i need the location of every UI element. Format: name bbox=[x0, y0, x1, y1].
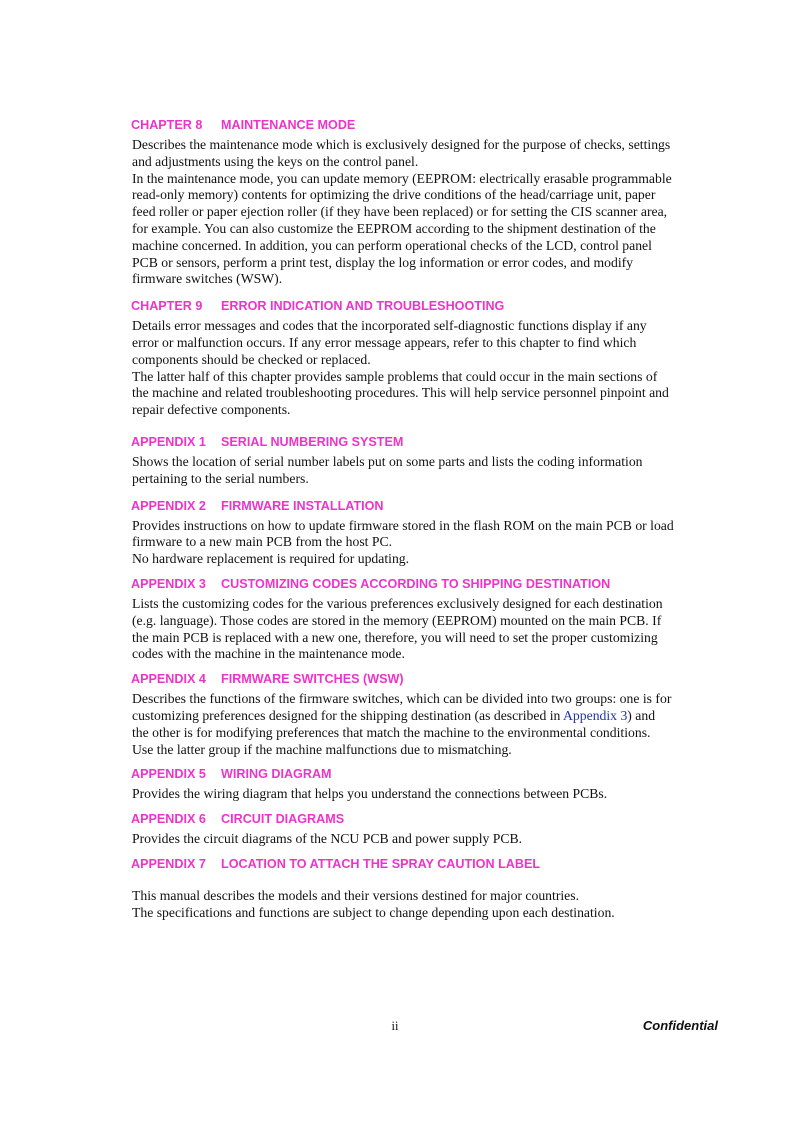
link-line-suffix: ) and bbox=[627, 707, 656, 723]
body-line: the main PCB is replaced with a new one, therefore, you will need to set the proper customizing bbox=[132, 629, 658, 645]
body-line: (e.g. language). Those codes are stored in the memory (EEPROM) mounted on the main PCB. If bbox=[132, 612, 662, 628]
section-appendix-4 bbox=[132, 671, 722, 758]
section-title: ERROR INDICATION AND TROUBLESHOOTING bbox=[221, 299, 505, 314]
body-line: Describes the functions of the firmware switches, which can be divided into two groups: one is for bbox=[132, 691, 672, 707]
section-number: APPENDIX 2 bbox=[131, 498, 206, 513]
section-body bbox=[132, 786, 722, 803]
closing-note bbox=[132, 888, 722, 922]
body-line: error or malfunction occurs. If any error message appears, refer to this chapter to find which bbox=[132, 334, 637, 350]
body-line: and adjustments using the keys on the control panel. bbox=[132, 153, 419, 169]
section-body bbox=[132, 831, 722, 848]
body-line: for example. You can also customize the EEPROM according to the shipment destination of the bbox=[132, 220, 656, 236]
section-title: MAINTENANCE MODE bbox=[221, 118, 356, 132]
section-heading bbox=[131, 117, 722, 133]
section-title: WIRING DIAGRAM bbox=[221, 767, 332, 782]
section-title: CUSTOMIZING CODES ACCORDING TO SHIPPING DESTINATION bbox=[221, 576, 611, 591]
section-number: APPENDIX 6 bbox=[131, 812, 206, 827]
body-line: The latter half of this chapter provides sample problems that could occur in the main sections of bbox=[132, 368, 658, 384]
section-number: CHAPTER 9 bbox=[131, 299, 203, 314]
section-appendix-5 bbox=[132, 766, 722, 803]
section-heading bbox=[131, 811, 722, 827]
section-number: CHAPTER 8 bbox=[131, 118, 203, 132]
section-heading bbox=[131, 298, 722, 314]
section-chapter-9 bbox=[132, 298, 722, 419]
body-line: In the maintenance mode, you can update memory (EEPROM: electrically erasable programmable bbox=[132, 170, 672, 186]
section-appendix-2 bbox=[132, 498, 722, 568]
section-number: APPENDIX 3 bbox=[131, 576, 206, 591]
body-line-with-link bbox=[132, 708, 722, 725]
section-heading bbox=[131, 498, 722, 514]
closing-line: The specifications and functions are subject to change depending upon each destination. bbox=[132, 904, 615, 920]
closing-line: This manual describes the models and their versions destined for major countries. bbox=[132, 887, 580, 903]
section-number: APPENDIX 5 bbox=[131, 767, 206, 782]
section-title: CIRCUIT DIAGRAMS bbox=[221, 812, 345, 827]
body-line: Describes the maintenance mode which is exclusively designed for the purpose of checks, settings bbox=[132, 137, 671, 152]
body-line: the other is for modifying preferences that match the machine to the environmental conditions. bbox=[132, 724, 651, 740]
section-heading bbox=[131, 671, 722, 687]
section-number: APPENDIX 4 bbox=[131, 672, 206, 687]
content-area bbox=[132, 117, 722, 922]
section-title: FIRMWARE SWITCHES (WSW) bbox=[221, 672, 404, 687]
body-line: the machine and related troubleshooting procedures. This will help service personnel pinpoint and bbox=[132, 385, 669, 401]
body-line: pertaining to the serial numbers. bbox=[132, 470, 309, 486]
body-line: components should be checked or replaced. bbox=[132, 351, 371, 367]
body-line: No hardware replacement is required for updating. bbox=[132, 551, 410, 567]
body-line: PCB or sensors, perform a print test, display the log information or error codes, and modify bbox=[132, 254, 634, 270]
section-body bbox=[132, 318, 722, 419]
body-line: Provides the circuit diagrams of the NCU PCB and power supply PCB. bbox=[132, 831, 523, 847]
section-body bbox=[132, 518, 722, 568]
section-body bbox=[132, 691, 722, 758]
section-body bbox=[132, 454, 722, 488]
section-title: FIRMWARE INSTALLATION bbox=[221, 498, 384, 513]
body-line: codes with the machine in the maintenance mode. bbox=[132, 646, 405, 662]
body-line: read-only memory) contents for optimizing the drive conditions of the head/carriage unit, paper bbox=[132, 187, 656, 203]
body-line: Details error messages and codes that the incorporated self-diagnostic functions display if any bbox=[132, 318, 647, 334]
section-heading bbox=[131, 576, 722, 592]
section-chapter-8 bbox=[132, 117, 722, 288]
body-line: firmware switches (WSW). bbox=[132, 271, 283, 287]
body-line: firmware to a new main PCB from the host PC. bbox=[132, 534, 393, 550]
confidential-label: Confidential bbox=[642, 1018, 718, 1033]
body-line: feed roller or paper ejection roller (if they have been replaced) or for setting the CIS scanner area, bbox=[132, 204, 668, 220]
body-line: machine concerned. In addition, you can perform operational checks of the LCD, control panel bbox=[132, 237, 652, 253]
appendix-3-link[interactable]: Appendix 3 bbox=[563, 707, 628, 723]
body-line: Use the latter group if the machine malfunctions due to mismatching. bbox=[132, 741, 512, 757]
section-appendix-7 bbox=[132, 856, 722, 872]
section-body bbox=[132, 137, 722, 288]
link-line-prefix: customizing preferences designed for the shipping destination (as described in bbox=[132, 707, 564, 723]
body-line: Shows the location of serial number labels put on some parts and lists the coding information bbox=[132, 453, 643, 469]
section-heading bbox=[131, 856, 722, 872]
page-number: ii bbox=[391, 1019, 399, 1033]
section-body bbox=[132, 596, 722, 663]
body-line: Provides instructions on how to update firmware stored in the flash ROM on the main PCB or load bbox=[132, 517, 674, 533]
section-number: APPENDIX 7 bbox=[131, 856, 206, 871]
body-line: Lists the customizing codes for the various preferences exclusively designed for each destination bbox=[132, 595, 663, 611]
section-appendix-3 bbox=[132, 576, 722, 663]
section-heading bbox=[131, 766, 722, 782]
section-number: APPENDIX 1 bbox=[131, 434, 206, 449]
body-line: repair defective components. bbox=[132, 402, 291, 418]
section-appendix-1 bbox=[132, 434, 722, 488]
section-title: LOCATION TO ATTACH THE SPRAY CAUTION LABEL bbox=[221, 856, 541, 871]
section-heading bbox=[131, 434, 722, 450]
body-line: Provides the wiring diagram that helps you understand the connections between PCBs. bbox=[132, 786, 608, 802]
section-appendix-6 bbox=[132, 811, 722, 848]
section-title: SERIAL NUMBERING SYSTEM bbox=[221, 434, 404, 449]
